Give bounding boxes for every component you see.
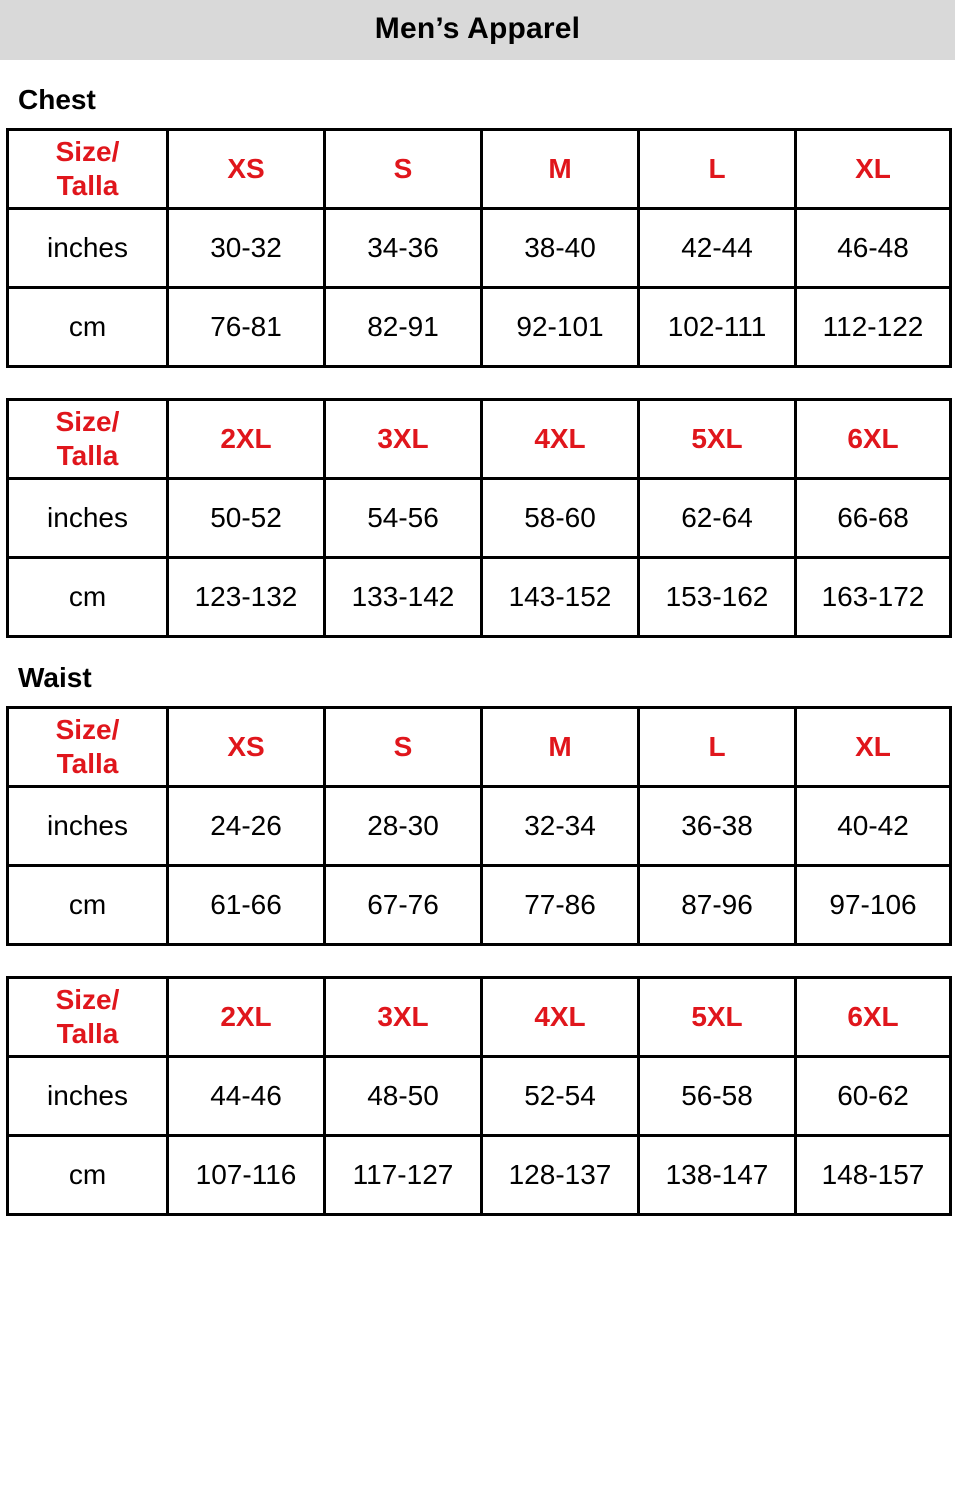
table-row — [8, 866, 951, 945]
size-header-cell: XS — [168, 130, 325, 209]
measure-cell: 123-132 — [168, 558, 325, 637]
measure-cell: 148-157 — [796, 1136, 951, 1215]
chest-table-2-wrap — [6, 398, 949, 638]
table-row-header — [8, 708, 951, 787]
measure-cell: 58-60 — [482, 479, 639, 558]
size-header-cell: XL — [796, 130, 951, 209]
section-heading-chest: Chest — [18, 84, 96, 115]
row-label-inches: inches — [8, 787, 168, 866]
measure-cell: 143-152 — [482, 558, 639, 637]
measure-cell: 56-58 — [639, 1057, 796, 1136]
size-header-cell: M — [482, 708, 639, 787]
size-header-cell: 2XL — [168, 978, 325, 1057]
size-header-cell: S — [325, 130, 482, 209]
size-header-cell: L — [639, 130, 796, 209]
measure-cell: 38-40 — [482, 209, 639, 288]
size-header-cell: XL — [796, 708, 951, 787]
size-header-cell: 4XL — [482, 978, 639, 1057]
size-header-cell: 3XL — [325, 400, 482, 479]
page-title: Men’s Apparel — [0, 0, 955, 60]
measure-cell: 97-106 — [796, 866, 951, 945]
measure-cell: 34-36 — [325, 209, 482, 288]
measure-cell: 102-111 — [639, 288, 796, 367]
size-header-cell: M — [482, 130, 639, 209]
measure-cell: 46-48 — [796, 209, 951, 288]
measure-cell: 44-46 — [168, 1057, 325, 1136]
table-row — [8, 1057, 951, 1136]
measure-cell: 66-68 — [796, 479, 951, 558]
measure-cell: 52-54 — [482, 1057, 639, 1136]
measure-cell: 77-86 — [482, 866, 639, 945]
size-header-cell: XS — [168, 708, 325, 787]
chest-size-table-2xl-6xl — [6, 398, 952, 638]
measure-cell: 28-30 — [325, 787, 482, 866]
measure-cell: 138-147 — [639, 1136, 796, 1215]
size-header-cell: S — [325, 708, 482, 787]
measure-cell: 163-172 — [796, 558, 951, 637]
size-talla-label: Size/ Talla — [8, 708, 168, 787]
measure-cell: 87-96 — [639, 866, 796, 945]
measure-cell: 50-52 — [168, 479, 325, 558]
measure-cell: 60-62 — [796, 1057, 951, 1136]
waist-table-2-wrap — [6, 976, 949, 1216]
measure-cell: 24-26 — [168, 787, 325, 866]
measure-cell: 76-81 — [168, 288, 325, 367]
size-header-cell: 6XL — [796, 978, 951, 1057]
measure-cell: 61-66 — [168, 866, 325, 945]
table-row — [8, 479, 951, 558]
waist-table-1-wrap — [6, 706, 949, 946]
table-row-header — [8, 130, 951, 209]
spacer — [0, 946, 955, 976]
row-label-cm: cm — [8, 1136, 168, 1215]
measure-cell: 117-127 — [325, 1136, 482, 1215]
row-label-inches: inches — [8, 1057, 168, 1136]
measure-cell: 153-162 — [639, 558, 796, 637]
section-heading-waist: Waist — [18, 662, 92, 693]
measure-cell: 32-34 — [482, 787, 639, 866]
waist-size-table-2xl-6xl — [6, 976, 952, 1216]
measure-cell: 112-122 — [796, 288, 951, 367]
measure-cell: 92-101 — [482, 288, 639, 367]
size-header-cell: 3XL — [325, 978, 482, 1057]
row-label-cm: cm — [8, 866, 168, 945]
row-label-inches: inches — [8, 209, 168, 288]
measure-cell: 67-76 — [325, 866, 482, 945]
size-header-cell: 5XL — [639, 400, 796, 479]
measure-cell: 40-42 — [796, 787, 951, 866]
row-label-cm: cm — [8, 558, 168, 637]
size-header-cell: 4XL — [482, 400, 639, 479]
size-talla-label: Size/ Talla — [8, 130, 168, 209]
size-talla-label: Size/ Talla — [8, 978, 168, 1057]
table-row — [8, 787, 951, 866]
table-row-header — [8, 978, 951, 1057]
measure-cell: 54-56 — [325, 479, 482, 558]
size-header-cell: 2XL — [168, 400, 325, 479]
size-header-cell: 5XL — [639, 978, 796, 1057]
table-row — [8, 209, 951, 288]
table-row — [8, 1136, 951, 1215]
measure-cell: 133-142 — [325, 558, 482, 637]
measure-cell: 107-116 — [168, 1136, 325, 1215]
measure-cell: 62-64 — [639, 479, 796, 558]
table-row — [8, 558, 951, 637]
measure-cell: 128-137 — [482, 1136, 639, 1215]
measure-cell: 42-44 — [639, 209, 796, 288]
measure-cell: 30-32 — [168, 209, 325, 288]
chest-table-1-wrap — [6, 128, 949, 368]
measure-cell: 48-50 — [325, 1057, 482, 1136]
size-header-cell: 6XL — [796, 400, 951, 479]
chest-size-table-xs-xl — [6, 128, 952, 368]
table-row — [8, 288, 951, 367]
measure-cell: 82-91 — [325, 288, 482, 367]
row-label-inches: inches — [8, 479, 168, 558]
size-talla-label: Size/ Talla — [8, 400, 168, 479]
measure-cell: 36-38 — [639, 787, 796, 866]
table-row-header — [8, 400, 951, 479]
spacer — [0, 368, 955, 398]
size-header-cell: L — [639, 708, 796, 787]
waist-size-table-xs-xl — [6, 706, 952, 946]
row-label-cm: cm — [8, 288, 168, 367]
